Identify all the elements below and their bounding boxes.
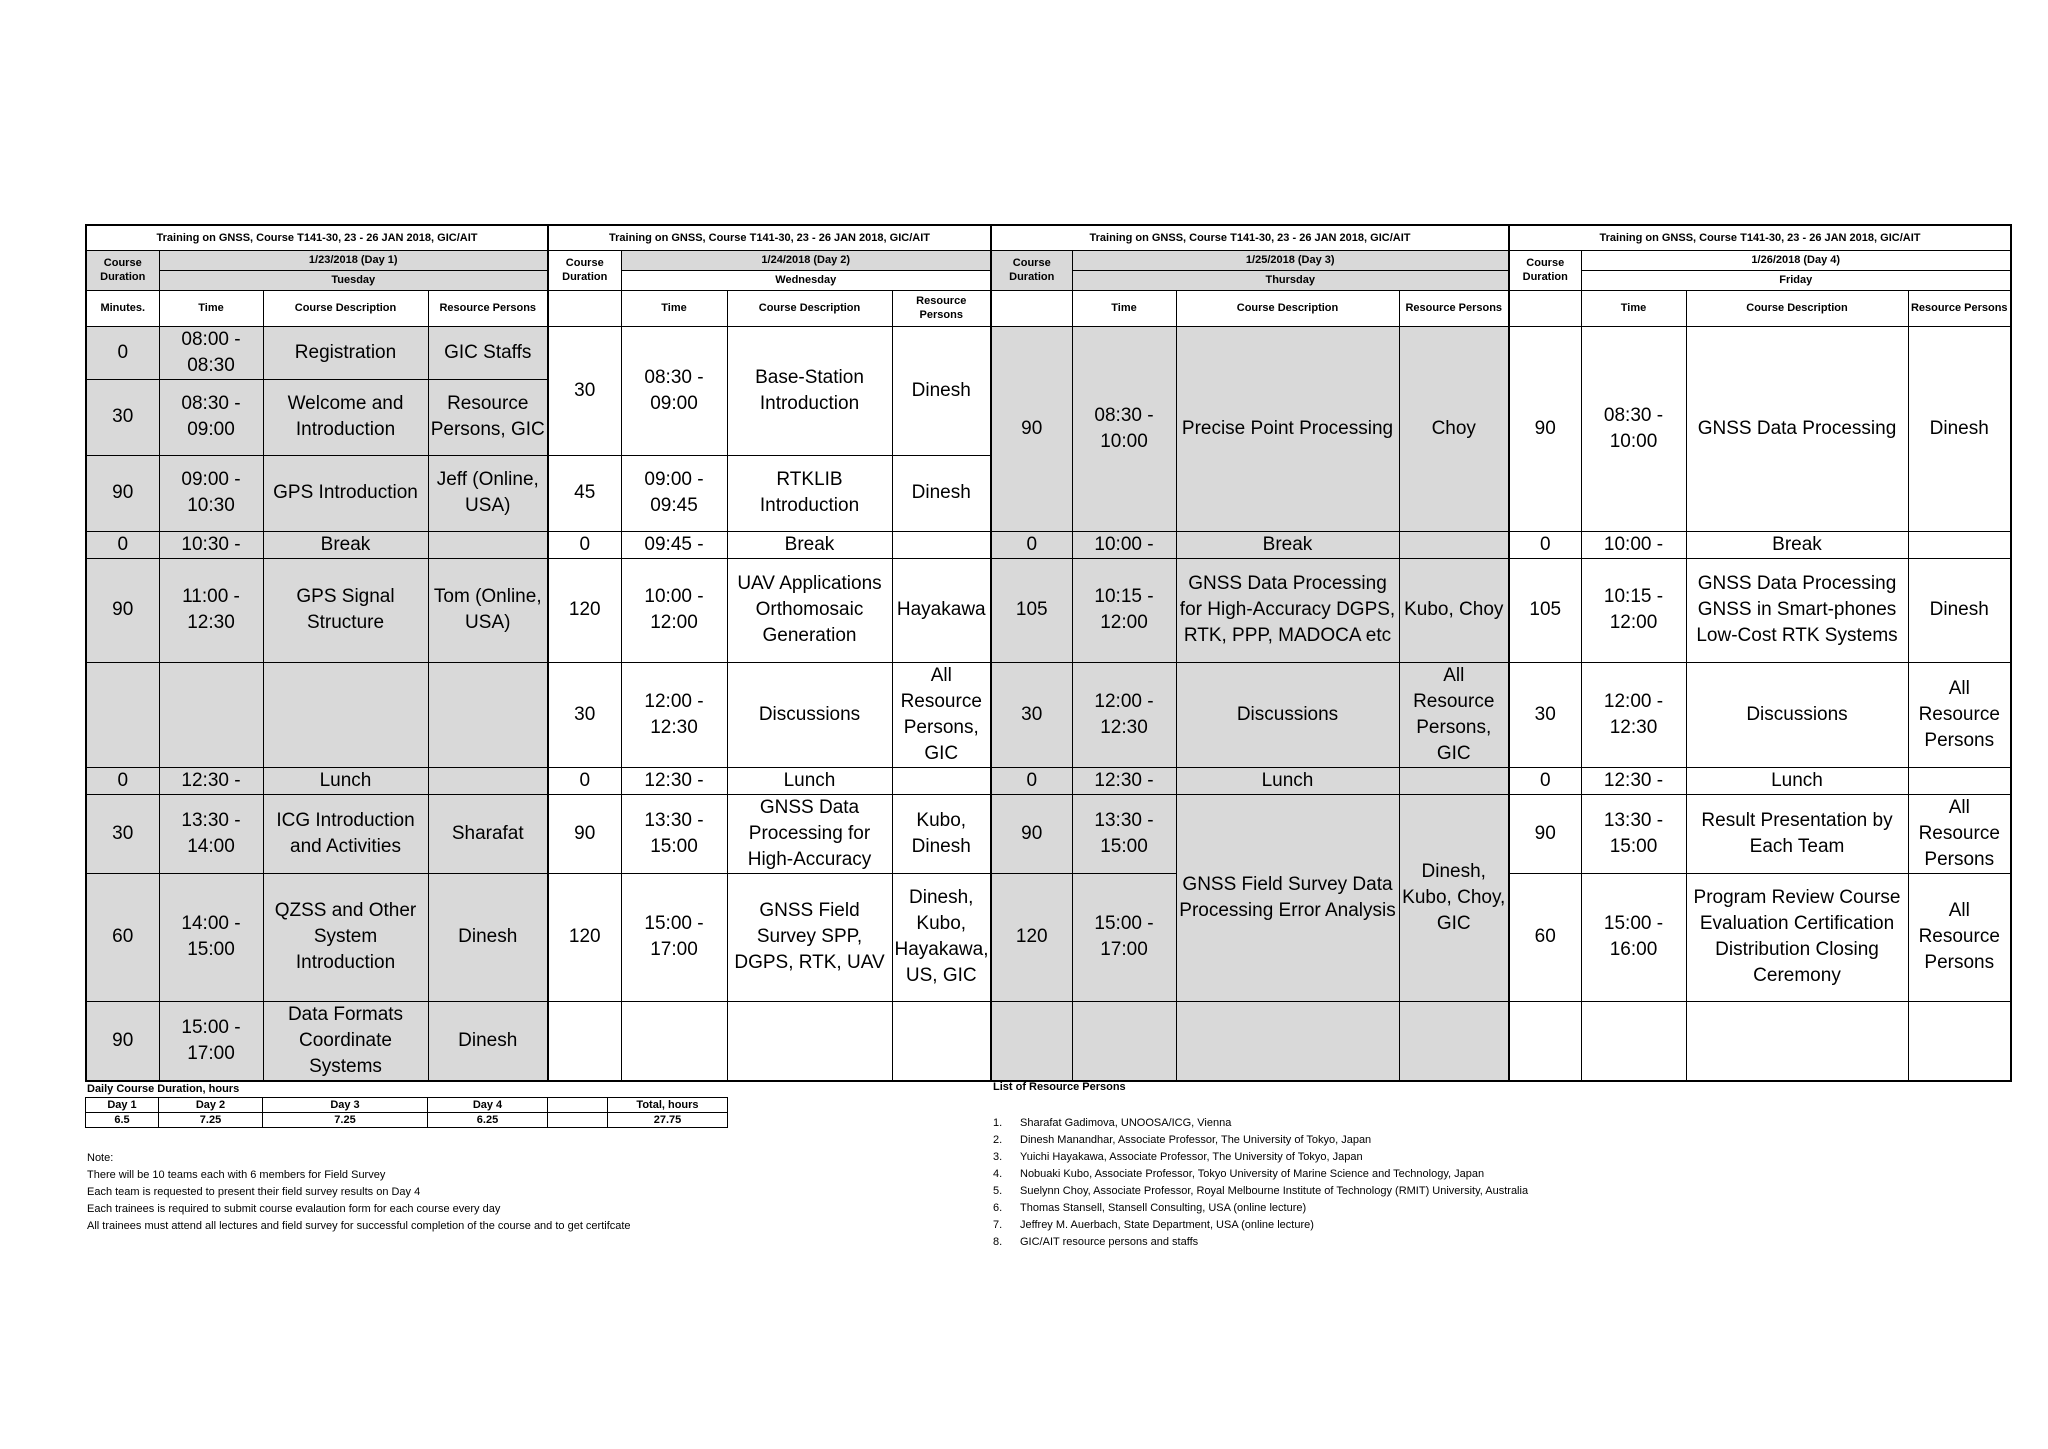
table-cell: 10:00 - xyxy=(1072,531,1176,558)
list-item xyxy=(993,1115,1528,1132)
note-line: Each trainees is required to submit course evalaution form for each course every day xyxy=(87,1203,501,1215)
table-cell: Dinesh xyxy=(428,1001,548,1081)
table-cell: 30 xyxy=(548,662,621,767)
table-cell: 30 xyxy=(991,662,1072,767)
table-cell: Result Presentation by Each Team xyxy=(1686,794,1908,873)
duration-value xyxy=(548,1113,608,1128)
day2-course-title: Training on GNSS, Course T141-30, 23 - 26 JAN 2018, GIC/AIT xyxy=(548,225,991,250)
table-cell: Discussions xyxy=(727,662,892,767)
day4-course-duration-header: Course Duration xyxy=(1509,250,1581,290)
table-cell: 08:00 - 08:30 xyxy=(159,326,263,379)
table-cell: 30 xyxy=(548,326,621,455)
day3-resource-header: Resource Persons xyxy=(1399,290,1509,326)
table-cell: Kubo, Dinesh xyxy=(892,794,991,873)
daily-duration-title: Daily Course Duration, hours xyxy=(87,1083,240,1095)
table-cell: 13:30 - 14:00 xyxy=(159,794,263,873)
table-cell xyxy=(1399,1001,1509,1081)
table-cell xyxy=(1072,1001,1176,1081)
table-cell: Program Review Course Evaluation Certification Distribution Closing Ceremony xyxy=(1686,873,1908,1001)
table-cell xyxy=(428,531,548,558)
table-cell: 10:15 - 12:00 xyxy=(1072,558,1176,662)
table-cell xyxy=(892,531,991,558)
table-cell: 15:00 - 17:00 xyxy=(159,1001,263,1081)
note-line: Each team is requested to present their field survey results on Day 4 xyxy=(87,1186,421,1198)
minutes-header: Minutes. xyxy=(86,290,159,326)
day1-resource-header: Resource Persons xyxy=(428,290,548,326)
table-cell: UAV Applications Orthomosaic Generation xyxy=(727,558,892,662)
table-cell: 0 xyxy=(1509,531,1581,558)
day2-course-duration-header: Course Duration xyxy=(548,250,621,290)
list-number: 3. xyxy=(993,1151,1003,1163)
day2-weekday: Wednesday xyxy=(621,270,991,290)
list-number: 4. xyxy=(993,1168,1003,1180)
table-cell: Discussions xyxy=(1176,662,1399,767)
table-cell: ICG Introduction and Activities xyxy=(263,794,428,873)
table-cell xyxy=(1509,1001,1581,1081)
day3-weekday: Thursday xyxy=(1072,270,1509,290)
day3-time-header: Time xyxy=(1072,290,1176,326)
table-cell: 45 xyxy=(548,455,621,531)
duration-value: 6.25 xyxy=(428,1113,548,1128)
list-item xyxy=(993,1234,1528,1251)
table-cell: Precise Point Processing xyxy=(1176,326,1399,531)
table-cell xyxy=(1908,1001,2011,1081)
table-cell: 15:00 - 17:00 xyxy=(621,873,727,1001)
table-cell: 13:30 - 15:00 xyxy=(1581,794,1686,873)
table-cell: Jeff (Online, USA) xyxy=(428,455,548,531)
list-text: Yuichi Hayakawa, Associate Professor, The University of Tokyo, Japan xyxy=(1020,1151,1363,1163)
table-cell: Welcome and Introduction xyxy=(263,379,428,455)
table-cell: 30 xyxy=(1509,662,1581,767)
table-cell: 0 xyxy=(86,326,159,379)
duration-header xyxy=(548,1098,608,1113)
table-cell: Dinesh xyxy=(1908,326,2011,531)
notes-section xyxy=(87,1150,631,1235)
table-cell: GNSS Data Processing GNSS in Smart-phones Low-Cost RTK Systems xyxy=(1686,558,1908,662)
table-cell: Lunch xyxy=(1176,767,1399,794)
day3-date: 1/25/2018 (Day 3) xyxy=(1072,250,1509,270)
table-cell: 08:30 - 09:00 xyxy=(159,379,263,455)
table-cell: GNSS Data Processing for High-Accuracy xyxy=(727,794,892,873)
table-cell: 12:30 - xyxy=(1581,767,1686,794)
table-cell xyxy=(1399,531,1509,558)
list-number: 5. xyxy=(993,1185,1003,1197)
table-cell: Lunch xyxy=(727,767,892,794)
table-cell: 12:30 - xyxy=(159,767,263,794)
day4-description-header: Course Description xyxy=(1686,290,1908,326)
list-item xyxy=(993,1183,1528,1200)
resource-persons-title: List of Resource Persons xyxy=(993,1081,1126,1093)
table-cell: 105 xyxy=(991,558,1072,662)
table-cell: 30 xyxy=(86,794,159,873)
list-text: Thomas Stansell, Stansell Consulting, USA (online lecture) xyxy=(1020,1202,1307,1214)
table-cell: 10:15 - 12:00 xyxy=(1581,558,1686,662)
table-cell: 12:00 - 12:30 xyxy=(1072,662,1176,767)
table-cell xyxy=(1908,531,2011,558)
table-cell: Dinesh, Kubo, Choy, GIC xyxy=(1399,794,1509,1001)
table-cell: 0 xyxy=(86,767,159,794)
table-cell: 0 xyxy=(991,767,1072,794)
table-cell xyxy=(428,767,548,794)
duration-header: Day 1 xyxy=(86,1098,159,1113)
table-cell: Registration xyxy=(263,326,428,379)
day2-resource-header: Resource Persons xyxy=(892,290,991,326)
table-cell: Discussions xyxy=(1686,662,1908,767)
table-cell: GNSS Field Survey Data Processing Error Analysis xyxy=(1176,794,1399,1001)
day2-duration-header-blank xyxy=(548,290,621,326)
table-cell: RTKLIB Introduction xyxy=(727,455,892,531)
table-cell: Resource Persons, GIC xyxy=(428,379,548,455)
table-cell: GNSS Data Processing xyxy=(1686,326,1908,531)
note-line: There will be 10 teams each with 6 members for Field Survey xyxy=(87,1169,386,1181)
list-number: 8. xyxy=(993,1236,1003,1248)
table-cell: All Resource Persons xyxy=(1908,873,2011,1001)
note-line: All trainees must attend all lectures and field survey for successful completion of the course and to get certifcate xyxy=(87,1220,631,1232)
table-cell: Base-Station Introduction xyxy=(727,326,892,455)
day4-weekday: Friday xyxy=(1581,270,2011,290)
table-cell: All Resource Persons xyxy=(1908,794,2011,873)
day3-course-title: Training on GNSS, Course T141-30, 23 - 26 JAN 2018, GIC/AIT xyxy=(991,225,1509,250)
table-cell: QZSS and Other System Introduction xyxy=(263,873,428,1001)
table-cell: 15:00 - 17:00 xyxy=(1072,873,1176,1001)
table-cell xyxy=(159,662,263,767)
table-cell: 08:30 - 10:00 xyxy=(1072,326,1176,531)
table-cell xyxy=(1908,767,2011,794)
table-cell: Break xyxy=(1686,531,1908,558)
day4-course-title: Training on GNSS, Course T141-30, 23 - 26 JAN 2018, GIC/AIT xyxy=(1509,225,2011,250)
table-cell: 0 xyxy=(991,531,1072,558)
day4-date: 1/26/2018 (Day 4) xyxy=(1581,250,2011,270)
table-cell: 12:00 - 12:30 xyxy=(621,662,727,767)
table-cell: 08:30 - 10:00 xyxy=(1581,326,1686,531)
table-cell xyxy=(428,662,548,767)
table-cell: 90 xyxy=(991,326,1072,531)
table-cell: 0 xyxy=(1509,767,1581,794)
table-cell xyxy=(1176,1001,1399,1081)
table-cell: All Resource Persons, GIC xyxy=(1399,662,1509,767)
day1-time-header: Time xyxy=(159,290,263,326)
day4-time-header: Time xyxy=(1581,290,1686,326)
resource-persons-list xyxy=(993,1115,1528,1251)
table-cell: All Resource Persons, GIC xyxy=(892,662,991,767)
day1-date: 1/23/2018 (Day 1) xyxy=(159,250,548,270)
list-text: Nobuaki Kubo, Associate Professor, Tokyo University of Marine Science and Technology, Japan xyxy=(1020,1168,1485,1180)
table-cell: 09:00 - 10:30 xyxy=(159,455,263,531)
table-cell: 10:30 - xyxy=(159,531,263,558)
table-cell: Data Formats Coordinate Systems xyxy=(263,1001,428,1081)
table-cell xyxy=(991,1001,1072,1081)
table-cell: Sharafat xyxy=(428,794,548,873)
list-item xyxy=(993,1200,1528,1217)
day3-duration-header-blank xyxy=(991,290,1072,326)
table-cell: 90 xyxy=(86,455,159,531)
duration-header: Day 2 xyxy=(159,1098,263,1113)
table-cell: GNSS Field Survey SPP, DGPS, RTK, UAV xyxy=(727,873,892,1001)
list-item xyxy=(993,1149,1528,1166)
table-cell: 12:00 - 12:30 xyxy=(1581,662,1686,767)
table-cell: 08:30 - 09:00 xyxy=(621,326,727,455)
day1-description-header: Course Description xyxy=(263,290,428,326)
table-cell: 30 xyxy=(86,379,159,455)
day3-description-header: Course Description xyxy=(1176,290,1399,326)
duration-header: Day 4 xyxy=(428,1098,548,1113)
table-cell xyxy=(1686,1001,1908,1081)
table-cell: All Resource Persons xyxy=(1908,662,2011,767)
list-number: 6. xyxy=(993,1202,1003,1214)
table-cell: 09:45 - xyxy=(621,531,727,558)
table-cell: Tom (Online, USA) xyxy=(428,558,548,662)
table-cell: 90 xyxy=(1509,794,1581,873)
table-cell xyxy=(548,1001,621,1081)
table-cell: Lunch xyxy=(263,767,428,794)
table-cell: Dinesh xyxy=(1908,558,2011,662)
duration-header: Total, hours xyxy=(608,1098,728,1113)
table-cell: 09:00 - 09:45 xyxy=(621,455,727,531)
schedule-table xyxy=(85,224,2012,1082)
table-cell: 10:00 - xyxy=(1581,531,1686,558)
table-cell: GPS Introduction xyxy=(263,455,428,531)
day1-course-title: Training on GNSS, Course T141-30, 23 - 26 JAN 2018, GIC/AIT xyxy=(86,225,548,250)
day2-date: 1/24/2018 (Day 2) xyxy=(621,250,991,270)
table-cell xyxy=(727,1001,892,1081)
list-text: Sharafat Gadimova, UNOOSA/ICG, Vienna xyxy=(1020,1117,1232,1129)
table-cell: 90 xyxy=(86,558,159,662)
day1-course-duration-header: Course Duration xyxy=(86,250,159,290)
table-cell: Dinesh, Kubo, Hayakawa, US, GIC xyxy=(892,873,991,1001)
table-cell: 105 xyxy=(1509,558,1581,662)
day4-duration-header-blank xyxy=(1509,290,1581,326)
table-cell: 14:00 - 15:00 xyxy=(159,873,263,1001)
table-cell xyxy=(892,767,991,794)
table-cell: Break xyxy=(727,531,892,558)
table-cell: Hayakawa xyxy=(892,558,991,662)
table-cell: 120 xyxy=(991,873,1072,1001)
table-cell: Choy xyxy=(1399,326,1509,531)
day2-description-header: Course Description xyxy=(727,290,892,326)
list-text: GIC/AIT resource persons and staffs xyxy=(1020,1236,1199,1248)
table-cell: Dinesh xyxy=(892,455,991,531)
table-cell xyxy=(1399,767,1509,794)
day3-course-duration-header: Course Duration xyxy=(991,250,1072,290)
table-cell: 90 xyxy=(991,794,1072,873)
list-item xyxy=(993,1166,1528,1183)
duration-value: 27.75 xyxy=(608,1113,728,1128)
list-number: 2. xyxy=(993,1134,1003,1146)
table-cell xyxy=(1581,1001,1686,1081)
table-cell: 10:00 - 12:00 xyxy=(621,558,727,662)
table-cell: 90 xyxy=(1509,326,1581,531)
list-item xyxy=(993,1217,1528,1234)
list-text: Dinesh Manandhar, Associate Professor, The University of Tokyo, Japan xyxy=(1020,1134,1372,1146)
table-cell: Lunch xyxy=(1686,767,1908,794)
duration-value: 6.5 xyxy=(86,1113,159,1128)
table-cell: Break xyxy=(1176,531,1399,558)
table-cell: Break xyxy=(263,531,428,558)
table-cell xyxy=(892,1001,991,1081)
list-number: 1. xyxy=(993,1117,1003,1129)
table-cell: GIC Staffs xyxy=(428,326,548,379)
table-cell: Kubo, Choy xyxy=(1399,558,1509,662)
table-cell: 120 xyxy=(548,558,621,662)
list-text: Suelynn Choy, Associate Professor, Royal Melbourne Institute of Technology (RMIT) University, Australia xyxy=(1020,1185,1529,1197)
notes-title: Note: xyxy=(87,1152,114,1164)
table-cell: 0 xyxy=(548,767,621,794)
table-cell: Dinesh xyxy=(892,326,991,455)
table-cell xyxy=(263,662,428,767)
table-cell: Dinesh xyxy=(428,873,548,1001)
daily-duration-table xyxy=(85,1097,728,1128)
day1-weekday: Tuesday xyxy=(159,270,548,290)
table-cell: 11:00 - 12:30 xyxy=(159,558,263,662)
list-number: 7. xyxy=(993,1219,1003,1231)
list-text: Jeffrey M. Auerbach, State Department, USA (online lecture) xyxy=(1020,1219,1314,1231)
duration-value: 7.25 xyxy=(263,1113,428,1128)
duration-header: Day 3 xyxy=(263,1098,428,1113)
table-cell: 15:00 - 16:00 xyxy=(1581,873,1686,1001)
table-cell: 60 xyxy=(1509,873,1581,1001)
table-cell: 12:30 - xyxy=(621,767,727,794)
table-cell: GNSS Data Processing for High-Accuracy DGPS, RTK, PPP, MADOCA etc xyxy=(1176,558,1399,662)
table-cell: GPS Signal Structure xyxy=(263,558,428,662)
table-cell xyxy=(621,1001,727,1081)
list-item xyxy=(993,1132,1528,1149)
table-cell xyxy=(86,662,159,767)
table-cell: 90 xyxy=(548,794,621,873)
table-cell: 120 xyxy=(548,873,621,1001)
day2-time-header: Time xyxy=(621,290,727,326)
table-cell: 13:30 - 15:00 xyxy=(1072,794,1176,873)
table-cell: 0 xyxy=(86,531,159,558)
table-cell: 90 xyxy=(86,1001,159,1081)
table-cell: 0 xyxy=(548,531,621,558)
duration-value: 7.25 xyxy=(159,1113,263,1128)
table-cell: 12:30 - xyxy=(1072,767,1176,794)
table-cell: 13:30 - 15:00 xyxy=(621,794,727,873)
table-cell: 60 xyxy=(86,873,159,1001)
day4-resource-header: Resource Persons xyxy=(1908,290,2011,326)
